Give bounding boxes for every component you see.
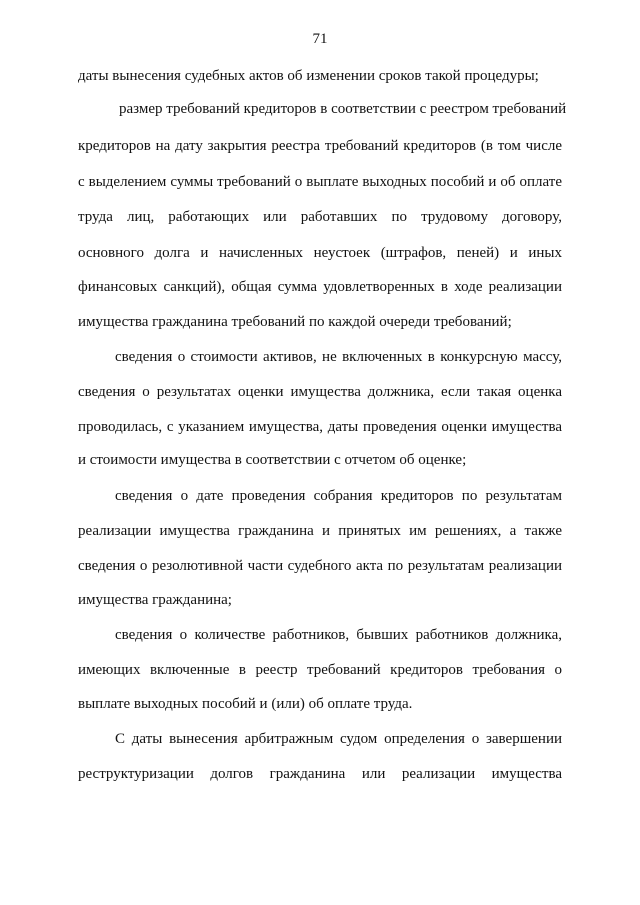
text-line: имеющих включенные в реестр требований кредиторов требования о <box>78 662 562 678</box>
text-line: сведения о резолютивной части судебного акта по результатам реализации <box>78 558 562 574</box>
text-line: выплате выходных пособий и (или) об оплате труда. <box>78 696 413 712</box>
text-line: имущества гражданина требований по каждой очереди требований; <box>78 314 512 330</box>
text-line: размер требований кредиторов в соответствии с реестром требований <box>119 101 567 117</box>
text-line: реструктуризации долгов гражданина или реализации имущества <box>78 766 562 782</box>
text-line: сведения о количестве работников, бывших работников должника, <box>115 627 562 643</box>
text-line: основного долга и начисленных неустоек (штрафов, пеней) и иных <box>78 245 562 261</box>
text-line: С даты вынесения арбитражным судом определения о завершении <box>115 731 562 747</box>
page-number: 71 <box>312 31 328 47</box>
text-line: кредиторов на дату закрытия реестра требований кредиторов (в том числе <box>78 138 562 154</box>
text-line: имущества гражданина; <box>78 592 232 608</box>
text-line: даты вынесения судебных актов об изменении сроков такой процедуры; <box>78 68 539 84</box>
text-line: и стоимости имущества в соответствии с отчетом об оценке; <box>78 452 467 468</box>
text-line: сведения о дате проведения собрания кредиторов по результатам <box>115 488 562 504</box>
text-line: с выделением суммы требований о выплате выходных пособий и об оплате <box>78 174 562 190</box>
text-line: сведения о результатах оценки имущества должника, если такая оценка <box>78 384 562 400</box>
text-line: сведения о стоимости активов, не включенных в конкурсную массу, <box>115 349 562 365</box>
text-line: труда лиц, работающих или работавших по трудовому договору, <box>78 209 562 225</box>
text-line: проводилась, с указанием имущества, даты проведения оценки имущества <box>78 419 562 435</box>
text-line: финансовых санкций), общая сумма удовлетворенных в ходе реализации <box>78 279 562 295</box>
text-line: реализации имущества гражданина и принятых им решениях, а также <box>78 523 562 539</box>
